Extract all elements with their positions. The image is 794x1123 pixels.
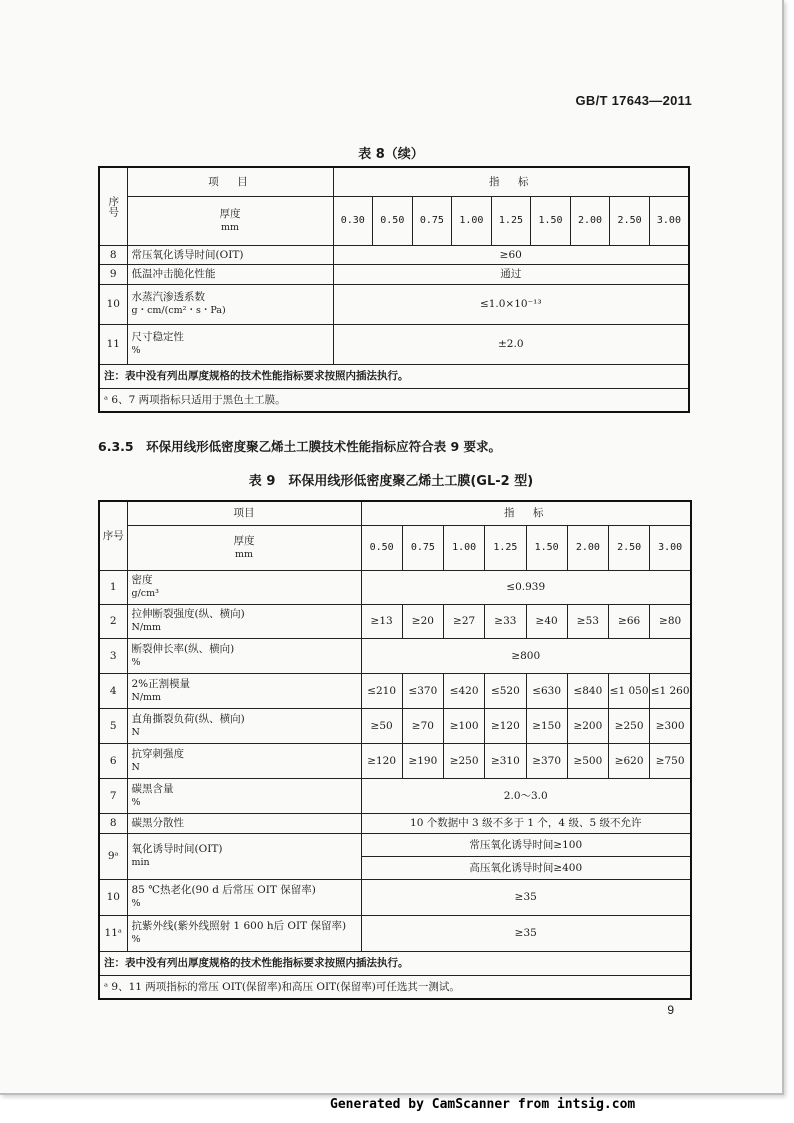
thickness-value: 0.30: [333, 196, 373, 245]
row-value: ≤840: [567, 673, 608, 708]
thickness-value: 0.50: [373, 196, 413, 245]
row-value: ≤1.0×10⁻¹³: [333, 284, 689, 324]
table-row: [99, 264, 689, 284]
row-number: 4: [99, 673, 127, 708]
row-number: 10: [99, 284, 127, 324]
row-value: ≥800: [361, 638, 691, 673]
table-row: [99, 324, 689, 364]
row-value: ≥120: [485, 708, 526, 743]
thickness-value: 2.00: [567, 525, 608, 570]
table9-caption: 表 9 环保用线形低密度聚乙烯土工膜(GL-2 型): [248, 474, 534, 489]
row-number: 11ᵃ: [99, 915, 127, 951]
row-value: 常压氧化诱导时间≥100: [361, 833, 691, 856]
row-item: 直角撕裂负荷(纵、横向): [131, 712, 245, 725]
thickness-unit: mm: [220, 221, 240, 233]
row-item-cell: [127, 673, 361, 708]
thickness-value: 1.00: [452, 196, 492, 245]
row-value: ≥100: [444, 708, 485, 743]
table-row: [99, 813, 691, 833]
row-item: 水蒸汽渗透系数: [131, 291, 205, 303]
item-header: 项 目: [127, 167, 333, 196]
thickness-value: 0.50: [361, 525, 402, 570]
row-value: 高压氧化诱导时间≥400: [361, 856, 691, 879]
row-value: ≥20: [402, 604, 443, 638]
table-row: [99, 708, 691, 743]
row-item-cell: [127, 915, 361, 951]
row-number: 9ᵃ: [99, 833, 127, 879]
clause-6-3-5: 6.3.5 环保用线形低密度聚乙烯土工膜技术性能指标应符合表 9 要求。: [98, 439, 501, 454]
row-value: ≥300: [650, 708, 691, 743]
index-header: 指 标: [361, 501, 691, 525]
row-value: ≥40: [526, 604, 567, 638]
row-item-cell: [127, 743, 361, 778]
row-item: 85 ℃热老化(90 d 后常压 OIT 保留率): [131, 884, 316, 896]
row-value: ≥53: [567, 604, 608, 638]
row-value: ≥60: [333, 245, 689, 264]
row-unit: N: [131, 761, 140, 773]
row-value: 2.0～3.0: [361, 778, 691, 813]
row-value: ≥66: [609, 604, 650, 638]
thickness-value: 1.25: [485, 525, 526, 570]
row-unit: N/mm: [131, 622, 162, 633]
thickness-value: 2.50: [610, 196, 650, 245]
thickness-value: 3.00: [650, 525, 691, 570]
row-item-cell: [127, 604, 361, 638]
thickness-value: 1.50: [531, 196, 571, 245]
row-unit: %: [131, 898, 141, 909]
table-footnote: ᵃ 9、11 两项指标的常压 OIT(保留率)和高压 OIT(保留率)可任选其一测试。: [99, 975, 691, 999]
row-item-cell: [127, 879, 361, 915]
row-value: ≥27: [444, 604, 485, 638]
table-note: 注：表中没有列出厚度规格的技术性能指标要求按照内插法执行。: [99, 951, 691, 975]
row-value: ≥250: [609, 708, 650, 743]
row-item-cell: [127, 324, 333, 364]
row-value: ≥13: [361, 604, 402, 638]
row-value: ≥310: [485, 743, 526, 778]
row-value: ≥370: [526, 743, 567, 778]
thickness-value: 0.75: [402, 525, 443, 570]
thickness-label: 厚度: [219, 207, 241, 220]
row-item-cell: [127, 833, 361, 879]
row-value: ≤630: [526, 673, 567, 708]
table-row: [99, 915, 691, 951]
thickness-value: 1.50: [526, 525, 567, 570]
table-row: [99, 604, 691, 638]
thickness-label: 厚度: [233, 534, 255, 547]
row-unit: N/mm: [131, 691, 162, 703]
row-value: ≤1 260: [650, 673, 691, 708]
table9: [98, 500, 692, 1000]
table-row: [99, 245, 689, 264]
row-item: 抗紫外线(紫外线照射 1 600 h后 OIT 保留率): [131, 920, 347, 932]
thickness-value: 1.25: [491, 196, 531, 245]
row-value: ≥50: [361, 708, 402, 743]
row-item: 低温冲击脆化性能: [127, 264, 333, 284]
table-note: 注：表中没有列出厚度规格的技术性能指标要求按照内插法执行。: [99, 364, 689, 388]
seq-header: 序号: [99, 501, 127, 570]
row-value: ≥35: [361, 915, 691, 951]
row-value: ≥750: [650, 743, 691, 778]
row-item: 碳黑分散性: [127, 813, 361, 833]
row-value: ≥70: [402, 708, 443, 743]
thickness-value: 0.75: [412, 196, 452, 245]
row-value: ≥35: [361, 879, 691, 915]
row-number: 8: [99, 813, 127, 833]
row-number: 10: [99, 879, 127, 915]
seq-header: 序号: [99, 167, 127, 245]
row-value: ≥80: [650, 604, 691, 638]
table-row: [99, 673, 691, 708]
row-unit: g/cm³: [131, 588, 159, 599]
row-unit: min: [131, 857, 150, 868]
row-unit: %: [131, 934, 141, 945]
row-item: 尺寸稳定性: [131, 331, 184, 343]
row-value: ≥190: [402, 743, 443, 778]
row-value: ≤370: [402, 673, 443, 708]
row-item-cell: [127, 638, 361, 673]
row-item: 2%正割模量: [131, 677, 191, 690]
row-value: 通过: [333, 264, 689, 284]
row-value: ≤0.939: [361, 570, 691, 604]
row-value: ≥200: [567, 708, 608, 743]
row-number: 3: [99, 638, 127, 673]
row-value: ≥250: [444, 743, 485, 778]
row-number: 7: [99, 778, 127, 813]
row-number: 2: [99, 604, 127, 638]
table-row: [99, 638, 691, 673]
row-number: 5: [99, 708, 127, 743]
row-number: 8: [99, 245, 127, 264]
row-value: ≤210: [361, 673, 402, 708]
row-value: ≥500: [567, 743, 608, 778]
row-item-cell: [127, 708, 361, 743]
thickness-header: [127, 196, 333, 245]
row-unit: g・cm/(cm²・s・Pa): [131, 305, 226, 316]
row-value: ≤420: [444, 673, 485, 708]
row-value: ≥120: [361, 743, 402, 778]
row-item: 抗穿刺强度: [131, 747, 184, 760]
row-item: 断裂伸长率(纵、横向): [131, 642, 235, 655]
item-header: 项目: [127, 501, 361, 525]
thickness-value: 2.50: [609, 525, 650, 570]
table8: [98, 166, 690, 413]
thickness-header: [127, 525, 361, 570]
row-item: 氧化诱导时间(OIT): [131, 843, 223, 855]
table-row: [99, 284, 689, 324]
row-value: ≤520: [485, 673, 526, 708]
row-item: 常压氧化诱导时间(OIT): [127, 245, 333, 264]
thickness-value: 1.00: [444, 525, 485, 570]
thickness-value: 2.00: [570, 196, 610, 245]
row-value: ≥150: [526, 708, 567, 743]
table-row: [99, 778, 691, 813]
row-unit: N: [131, 726, 140, 738]
row-value: ≥33: [485, 604, 526, 638]
thickness-value: 3.00: [649, 196, 689, 245]
row-number: 9: [99, 264, 127, 284]
table-footnote: ᵃ 6、7 两项指标只适用于黑色土工膜。: [99, 388, 689, 412]
scanner-watermark: Generated by CamScanner from intsig.com: [330, 1097, 636, 1112]
table-row: [99, 570, 691, 604]
row-number: 1: [99, 570, 127, 604]
table-row: [99, 833, 691, 856]
page-number: 9: [667, 1003, 674, 1017]
row-item-cell: [127, 284, 333, 324]
row-unit: %: [131, 345, 141, 356]
row-item: 碳黑含量: [131, 782, 174, 795]
index-header: 指 标: [333, 167, 689, 196]
thickness-unit: mm: [234, 548, 254, 560]
row-unit: %: [131, 796, 141, 808]
row-item-cell: [127, 570, 361, 604]
row-number: 11: [99, 324, 127, 364]
row-value: 10 个数据中 3 级不多于 1 个，4 级、5 级不允许: [361, 813, 691, 833]
table-row: [99, 879, 691, 915]
row-value: ≤1 050: [609, 673, 650, 708]
row-item: 密度: [131, 574, 153, 586]
standard-number: GB/T 17643—2011: [575, 93, 692, 108]
table-row: [99, 743, 691, 778]
row-number: 6: [99, 743, 127, 778]
row-unit: %: [131, 656, 141, 668]
row-value: ≥620: [609, 743, 650, 778]
row-item: 拉伸断裂强度(纵、横向): [131, 608, 245, 620]
row-item-cell: [127, 778, 361, 813]
row-value: ±2.0: [333, 324, 689, 364]
table8-caption: 表 8（续）: [358, 147, 424, 162]
